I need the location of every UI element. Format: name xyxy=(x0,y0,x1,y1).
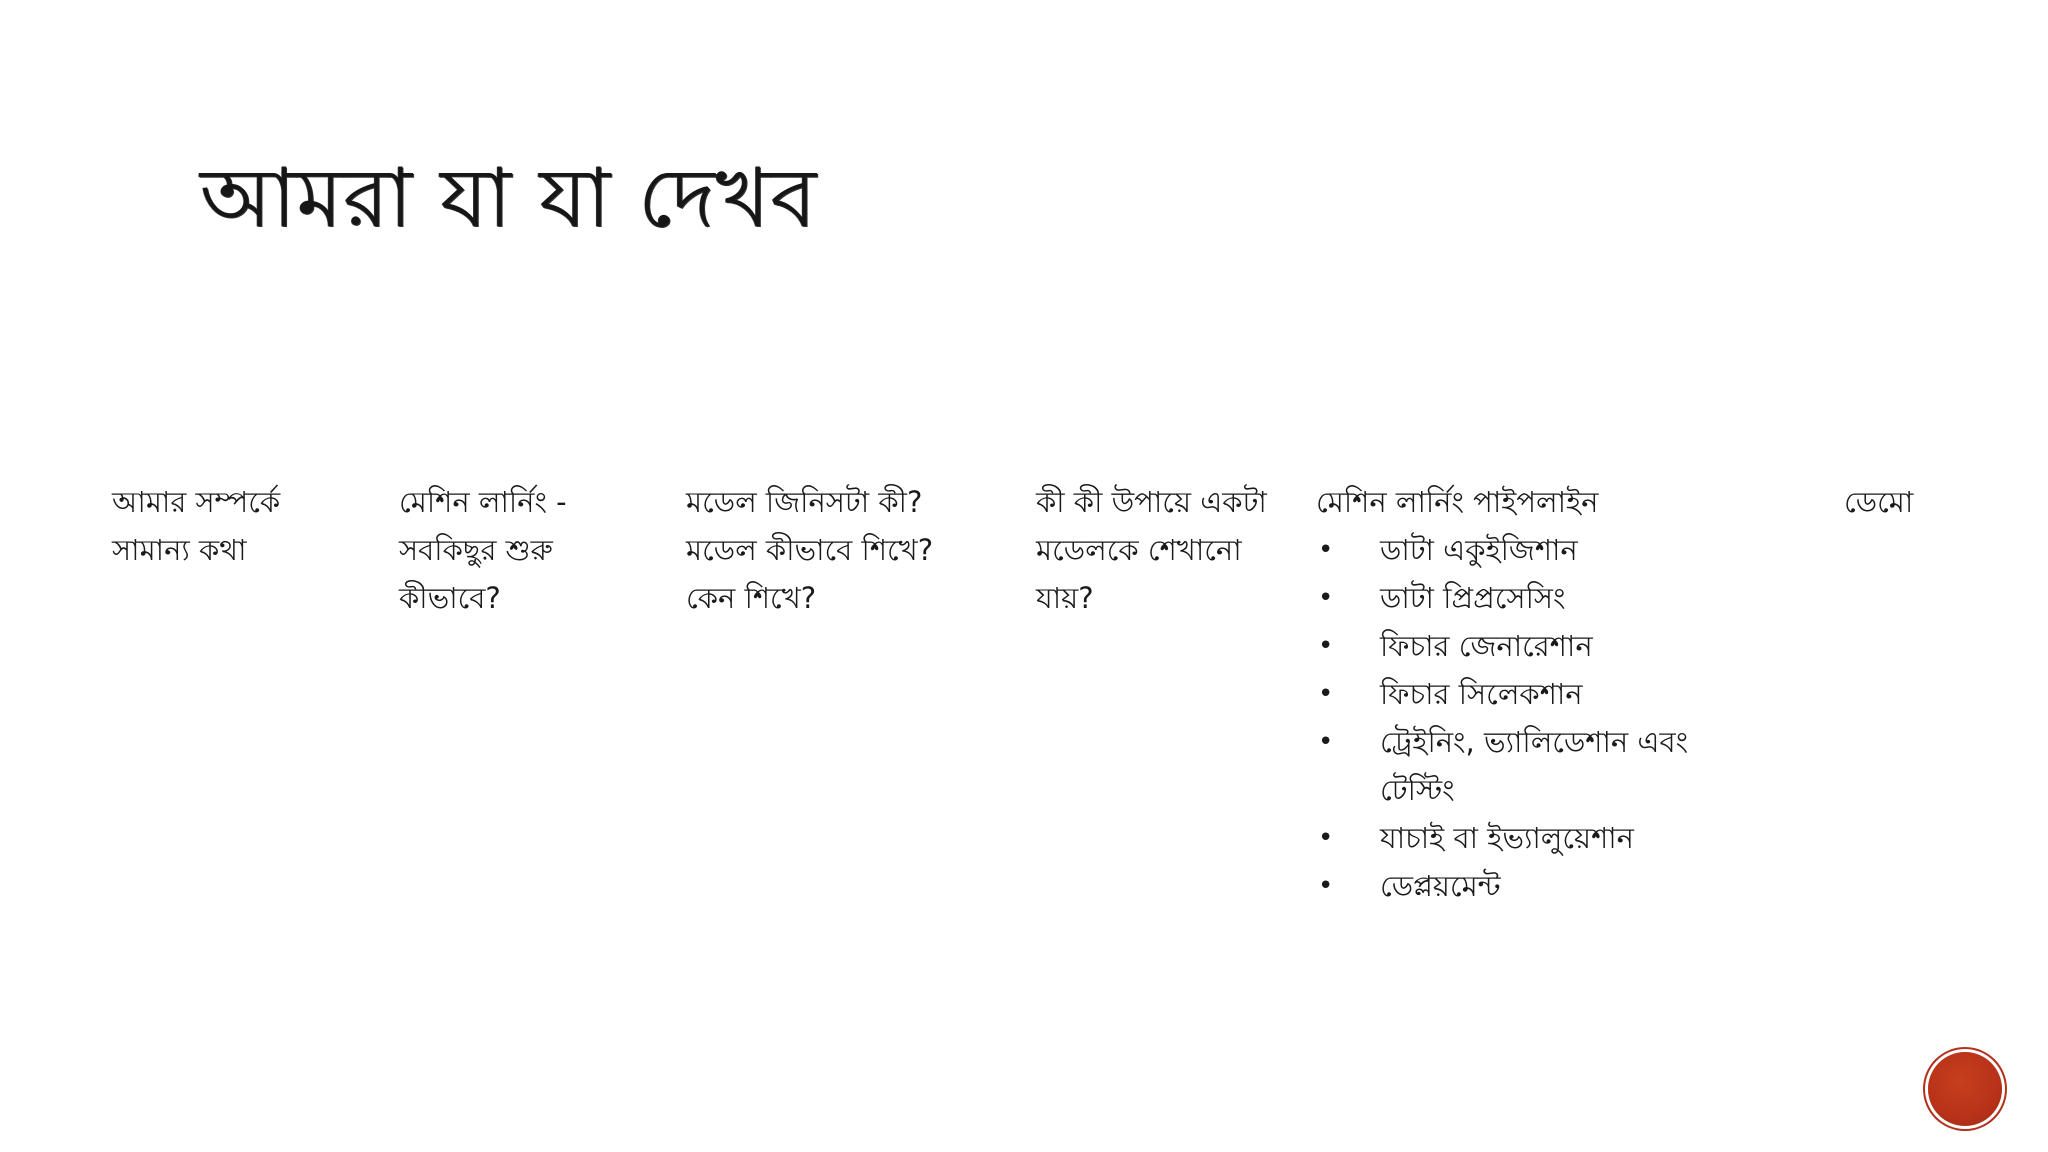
slide-title: আমরা যা যা দেখব xyxy=(200,151,818,246)
list-item xyxy=(1316,670,1766,718)
topic-text: আমার সম্পর্কে সামান্য কথা xyxy=(112,485,281,567)
circle-button-icon[interactable] xyxy=(1928,1052,2002,1126)
topic-column-ml-beginning xyxy=(399,478,669,622)
bullet-icon: • xyxy=(1318,583,1334,613)
list-item-text: ডেপ্লয়মেন্ট xyxy=(1380,869,1501,903)
topic-text: মডেল জিনিসটা কী? মডেল কীভাবে শিখে? কেন শিখে? xyxy=(686,485,934,615)
pipeline-list xyxy=(1316,526,1766,910)
list-item-text: যাচাই বা ইভ্যালুয়েশান xyxy=(1380,821,1634,855)
topic-text: ডেমো xyxy=(1844,485,1914,519)
topic-text: কী কী উপায়ে একটা মডেলকে শেখানো যায়? xyxy=(1036,485,1267,615)
bullet-icon: • xyxy=(1318,679,1334,709)
list-item xyxy=(1316,574,1766,622)
topic-column-ml-pipeline xyxy=(1316,478,1766,910)
bullet-icon: • xyxy=(1318,631,1334,661)
bullet-icon: • xyxy=(1318,823,1334,853)
topic-column-demo xyxy=(1844,478,1984,526)
list-item xyxy=(1316,814,1766,862)
pipeline-heading: মেশিন লার্নিং পাইপলাইন xyxy=(1316,485,1599,519)
list-item-text: ডাটা প্রিপ্রসেসিং xyxy=(1380,581,1566,615)
topic-column-about-me xyxy=(112,478,382,574)
list-item-text: ফিচার সিলেকশান xyxy=(1380,677,1583,711)
list-item xyxy=(1316,622,1766,670)
bullet-icon: • xyxy=(1318,871,1334,901)
list-item-text: ডাটা একুইজিশান xyxy=(1380,533,1578,567)
topic-column-training-methods xyxy=(1036,478,1316,622)
topic-text: মেশিন লার্নিং - সবকিছুর শুরু কীভাবে? xyxy=(399,485,567,615)
bullet-icon: • xyxy=(1318,535,1334,565)
topic-column-what-is-model xyxy=(686,478,1016,622)
list-item-text: ফিচার জেনারেশান xyxy=(1380,629,1593,663)
list-item-text: ট্রেইনিং, ভ্যালিডেশান এবং টেস্টিং xyxy=(1380,725,1689,807)
list-item xyxy=(1316,718,1766,814)
list-item xyxy=(1316,526,1766,574)
bullet-icon: • xyxy=(1318,727,1334,757)
list-item xyxy=(1316,862,1766,910)
